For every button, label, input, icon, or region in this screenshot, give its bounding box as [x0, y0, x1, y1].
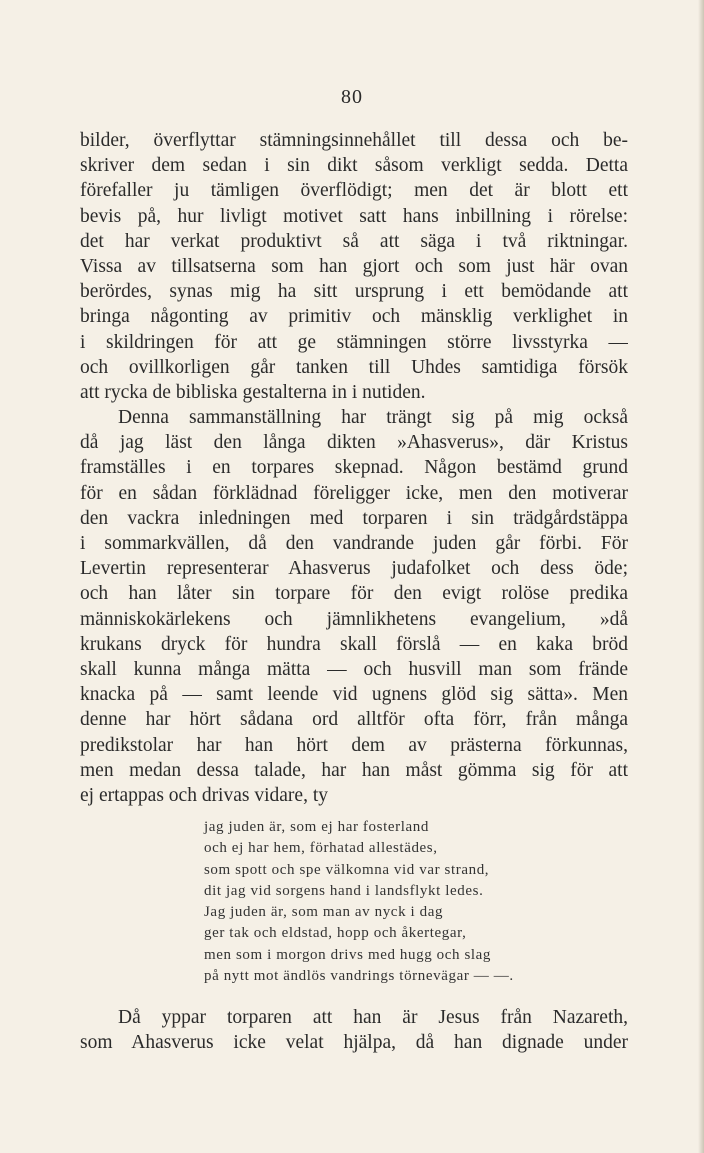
text-line: Vissa av tillsatserna som han gjort och som just här ovan [80, 255, 628, 277]
text-line: och han låter sin torpare för den evigt rolöse predika [80, 583, 628, 605]
text-line: framställes i en torpares skepnad. Någon bestämd grund [80, 457, 628, 479]
page-edge-shadow [698, 0, 704, 1153]
paragraph-1 [80, 128, 628, 405]
text-line: ej ertappas och drivas vidare, ty [80, 784, 328, 806]
text-line: men medan dessa talade, har han måst gömma sig för att [80, 759, 628, 781]
text-line: denne har hört sådana ord alltför ofta förr, från många [80, 709, 628, 731]
text-line: Denna sammanställning har trängt sig på mig också [118, 407, 628, 429]
text-line: i sommarkvällen, då den vandrande juden går förbi. För [80, 533, 628, 554]
text-line: den vackra inledningen med torparen i sin trädgårdstäppa [80, 507, 628, 529]
poem-line: som spott och spe välkomna vid var strand, [204, 861, 490, 878]
poem-line: men som i morgon drivs med hugg och slag [204, 946, 492, 963]
paragraph-2 [80, 405, 628, 808]
text-line: och ovillkorligen går tanken till Uhdes samtidiga försök [80, 356, 628, 378]
text-line: för en sådan förklädnad föreligger icke, men den motiverar [80, 482, 628, 504]
text-line: Då yppar torparen att han är Jesus från Nazareth, [118, 1007, 628, 1028]
text-line: det har verkat produktivt så att säga i två riktningar. [80, 230, 628, 252]
text-line: krukans dryck för hundra skall förslå — en kaka bröd [80, 633, 628, 655]
poem-line: Jag juden är, som man av nyck i dag [204, 904, 444, 921]
main-text [80, 128, 628, 808]
text-line: i skildringen för att ge stämningen större livsstyrka — [80, 331, 628, 353]
poem-quote [204, 817, 564, 987]
text-line: som Ahasverus icke velat hjälpa, då han dignade under [80, 1032, 628, 1054]
text-line: bilder, överflyttar stämningsinnehållet till dessa och be- [80, 130, 628, 151]
poem-line: och ej har hem, förhatad allestädes, [204, 840, 438, 857]
text-line: skriver dem sedan i sin dikt såsom verkligt sedda. Detta [80, 155, 628, 177]
page-number: 80 [341, 86, 363, 108]
poem-line: ger tak och eldstad, hopp och åkertegar, [204, 925, 467, 942]
text-line: förefaller ju tämligen överflödigt; men det är blott ett [80, 180, 628, 202]
text-line: skall kunna många mätta — och husvill man som frände [80, 658, 628, 680]
poem-line: på nytt mot ändlös vandrings törnevägar — —. [204, 968, 514, 985]
poem-line: dit jag vid sorgens hand i landsflykt ledes. [204, 882, 484, 899]
text-line: människokärlekens och jämnlikhetens evangelium, »då [80, 608, 628, 630]
text-line: Levertin representerar Ahasverus judafolket och dess öde; [80, 558, 628, 580]
poem-line: jag juden är, som ej har fosterland [204, 819, 429, 835]
text-line: knacka på — samt leende vid ugnens glöd sig sätta». Men [80, 684, 628, 706]
paragraph-3 [80, 1005, 628, 1055]
text-line: att rycka de bibliska gestalterna in i nutiden. [80, 381, 426, 403]
text-line: bevis på, hur livligt motivet satt hans inbillning i rörelse: [80, 205, 628, 227]
text-line: predikstolar har han hört dem av prästerna förkunnas, [80, 734, 628, 756]
text-line: bringa någonting av primitiv och mänsklig verklighet in [80, 306, 628, 328]
text-line: då jag läst den långa dikten »Ahasverus», där Kristus [80, 432, 628, 454]
text-line: berördes, synas mig ha sitt ursprung i ett bemödande att [80, 281, 628, 303]
